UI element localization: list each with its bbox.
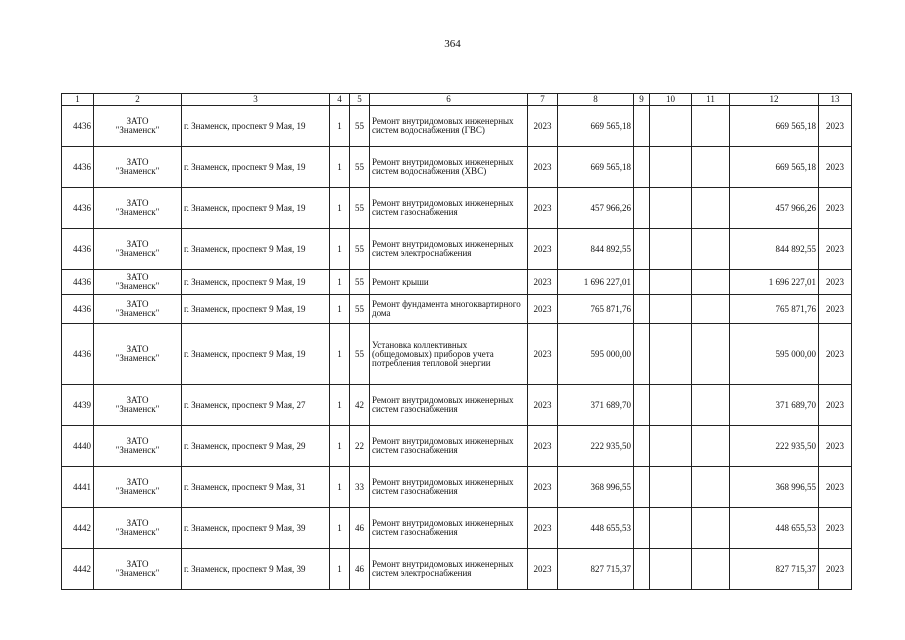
work-type-cell: Установка коллективных (общедомовых) приборов учета потребления тепловой энергии (370, 324, 528, 385)
record-number-cell: 4436 (62, 229, 94, 270)
work-type-cell: Ремонт фундамента многоквартирного дома (370, 295, 528, 324)
municipality-line-1: ЗАТО (126, 198, 149, 208)
municipality-line-2: "Знаменск" (115, 308, 160, 318)
table-row (62, 147, 852, 188)
table-row (62, 324, 852, 385)
col-9-value-cell (634, 324, 650, 385)
cost-total-cell: 844 892,55 (558, 229, 634, 270)
table-row (62, 106, 852, 147)
work-type-cell: Ремонт внутридомовых инженерных систем электроснабжения (370, 229, 528, 270)
municipality-cell (94, 295, 182, 324)
record-number-cell: 4442 (62, 549, 94, 590)
completion-year-cell: 2023 (819, 385, 852, 426)
year-cell: 2023 (528, 229, 558, 270)
column-header: 11 (692, 94, 730, 106)
column-header: 12 (730, 94, 819, 106)
municipality-line-2: "Знаменск" (115, 166, 160, 176)
municipality-line-1: ЗАТО (126, 157, 149, 167)
cost-funded-cell: 844 892,55 (730, 229, 819, 270)
municipality-line-1: ЗАТО (126, 299, 149, 309)
col-10-value-cell (650, 324, 692, 385)
col-9-value-cell (634, 295, 650, 324)
record-number-cell: 4439 (62, 385, 94, 426)
col-10-value-cell (650, 106, 692, 147)
cost-funded-cell: 457 966,26 (730, 188, 819, 229)
registry-table (61, 93, 852, 590)
completion-year-cell: 2023 (819, 270, 852, 295)
col-9-value-cell (634, 385, 650, 426)
address-cell: г. Знаменск, проспект 9 Мая, 19 (182, 324, 330, 385)
cost-funded-cell: 669 565,18 (730, 106, 819, 147)
col-4-value-cell: 1 (330, 295, 350, 324)
municipality-cell (94, 229, 182, 270)
col-4-value-cell: 1 (330, 508, 350, 549)
municipality-line-2: "Знаменск" (115, 125, 160, 135)
table-row (62, 549, 852, 590)
work-type-cell: Ремонт внутридомовых инженерных систем газоснабжения (370, 188, 528, 229)
col-9-value-cell (634, 106, 650, 147)
col-10-value-cell (650, 295, 692, 324)
completion-year-cell: 2023 (819, 188, 852, 229)
cost-funded-cell: 595 000,00 (730, 324, 819, 385)
col-9-value-cell (634, 270, 650, 295)
work-type-cell: Ремонт внутридомовых инженерных систем электроснабжения (370, 549, 528, 590)
municipality-cell (94, 188, 182, 229)
year-cell: 2023 (528, 188, 558, 229)
year-cell: 2023 (528, 385, 558, 426)
col-5-value-cell: 55 (350, 188, 370, 229)
completion-year-cell: 2023 (819, 549, 852, 590)
address-cell: г. Знаменск, проспект 9 Мая, 27 (182, 385, 330, 426)
col-4-value-cell: 1 (330, 426, 350, 467)
year-cell: 2023 (528, 324, 558, 385)
col-4-value-cell: 1 (330, 324, 350, 385)
cost-total-cell: 827 715,37 (558, 549, 634, 590)
col-9-value-cell (634, 508, 650, 549)
col-5-value-cell: 55 (350, 295, 370, 324)
address-cell: г. Знаменск, проспект 9 Мая, 39 (182, 508, 330, 549)
col-10-value-cell (650, 549, 692, 590)
col-9-value-cell (634, 549, 650, 590)
cost-funded-cell: 448 655,53 (730, 508, 819, 549)
work-type-cell: Ремонт внутридомовых инженерных систем водоснабжения (ГВС) (370, 106, 528, 147)
municipality-cell (94, 549, 182, 590)
column-header: 3 (182, 94, 330, 106)
year-cell: 2023 (528, 508, 558, 549)
record-number-cell: 4441 (62, 467, 94, 508)
address-cell: г. Знаменск, проспект 9 Мая, 19 (182, 295, 330, 324)
year-cell: 2023 (528, 147, 558, 188)
municipality-line-2: "Знаменск" (115, 281, 160, 291)
municipality-line-2: "Знаменск" (115, 527, 160, 537)
year-cell: 2023 (528, 270, 558, 295)
col-9-value-cell (634, 426, 650, 467)
record-number-cell: 4436 (62, 188, 94, 229)
column-header: 2 (94, 94, 182, 106)
table-row (62, 508, 852, 549)
col-11-value-cell (692, 426, 730, 467)
cost-funded-cell: 669 565,18 (730, 147, 819, 188)
col-10-value-cell (650, 426, 692, 467)
municipality-line-1: ЗАТО (126, 477, 149, 487)
col-10-value-cell (650, 385, 692, 426)
cost-funded-cell: 371 689,70 (730, 385, 819, 426)
col-11-value-cell (692, 188, 730, 229)
col-11-value-cell (692, 270, 730, 295)
col-11-value-cell (692, 508, 730, 549)
work-type-cell: Ремонт внутридомовых инженерных систем газоснабжения (370, 467, 528, 508)
col-4-value-cell: 1 (330, 270, 350, 295)
municipality-cell (94, 106, 182, 147)
municipality-line-1: ЗАТО (126, 272, 149, 282)
col-4-value-cell: 1 (330, 188, 350, 229)
col-5-value-cell: 55 (350, 324, 370, 385)
col-9-value-cell (634, 467, 650, 508)
col-11-value-cell (692, 147, 730, 188)
cost-funded-cell: 222 935,50 (730, 426, 819, 467)
cost-total-cell: 669 565,18 (558, 106, 634, 147)
column-header: 10 (650, 94, 692, 106)
page-number: 364 (444, 38, 461, 50)
col-4-value-cell: 1 (330, 549, 350, 590)
municipality-cell (94, 508, 182, 549)
address-cell: г. Знаменск, проспект 9 Мая, 39 (182, 549, 330, 590)
address-cell: г. Знаменск, проспект 9 Мая, 19 (182, 188, 330, 229)
completion-year-cell: 2023 (819, 106, 852, 147)
col-4-value-cell: 1 (330, 467, 350, 508)
record-number-cell: 4436 (62, 270, 94, 295)
record-number-cell: 4440 (62, 426, 94, 467)
cost-funded-cell: 765 871,76 (730, 295, 819, 324)
municipality-line-1: ЗАТО (126, 239, 149, 249)
cost-total-cell: 1 696 227,01 (558, 270, 634, 295)
address-cell: г. Знаменск, проспект 9 Мая, 19 (182, 147, 330, 188)
col-9-value-cell (634, 147, 650, 188)
work-type-cell: Ремонт внутридомовых инженерных систем водоснабжения (ХВС) (370, 147, 528, 188)
column-header: 1 (62, 94, 94, 106)
col-4-value-cell: 1 (330, 229, 350, 270)
table-row (62, 188, 852, 229)
record-number-cell: 4436 (62, 147, 94, 188)
column-header: 6 (370, 94, 528, 106)
col-4-value-cell: 1 (330, 147, 350, 188)
completion-year-cell: 2023 (819, 426, 852, 467)
municipality-cell (94, 385, 182, 426)
cost-total-cell: 765 871,76 (558, 295, 634, 324)
column-header: 8 (558, 94, 634, 106)
column-header: 13 (819, 94, 852, 106)
municipality-line-2: "Знаменск" (115, 445, 160, 455)
work-type-cell: Ремонт внутридомовых инженерных систем газоснабжения (370, 426, 528, 467)
col-9-value-cell (634, 188, 650, 229)
col-11-value-cell (692, 106, 730, 147)
municipality-cell (94, 324, 182, 385)
municipality-cell (94, 270, 182, 295)
municipality-line-2: "Знаменск" (115, 353, 160, 363)
col-5-value-cell: 55 (350, 147, 370, 188)
address-cell: г. Знаменск, проспект 9 Мая, 19 (182, 229, 330, 270)
col-5-value-cell: 42 (350, 385, 370, 426)
year-cell: 2023 (528, 467, 558, 508)
record-number-cell: 4442 (62, 508, 94, 549)
col-11-value-cell (692, 549, 730, 590)
cost-total-cell: 457 966,26 (558, 188, 634, 229)
address-cell: г. Знаменск, проспект 9 Мая, 31 (182, 467, 330, 508)
municipality-line-1: ЗАТО (126, 559, 149, 569)
completion-year-cell: 2023 (819, 467, 852, 508)
col-11-value-cell (692, 229, 730, 270)
year-cell: 2023 (528, 426, 558, 467)
table-row (62, 426, 852, 467)
record-number-cell: 4436 (62, 324, 94, 385)
col-4-value-cell: 1 (330, 385, 350, 426)
col-5-value-cell: 22 (350, 426, 370, 467)
year-cell: 2023 (528, 106, 558, 147)
municipality-cell (94, 147, 182, 188)
cost-total-cell: 669 565,18 (558, 147, 634, 188)
table-row (62, 295, 852, 324)
record-number-cell: 4436 (62, 106, 94, 147)
col-11-value-cell (692, 467, 730, 508)
year-cell: 2023 (528, 295, 558, 324)
cost-funded-cell: 1 696 227,01 (730, 270, 819, 295)
cost-funded-cell: 368 996,55 (730, 467, 819, 508)
col-10-value-cell (650, 229, 692, 270)
table-body (62, 106, 852, 590)
col-10-value-cell (650, 508, 692, 549)
col-5-value-cell: 55 (350, 229, 370, 270)
col-10-value-cell (650, 147, 692, 188)
column-header: 4 (330, 94, 350, 106)
col-11-value-cell (692, 324, 730, 385)
col-5-value-cell: 55 (350, 106, 370, 147)
municipality-line-2: "Знаменск" (115, 248, 160, 258)
municipality-line-2: "Знаменск" (115, 568, 160, 578)
completion-year-cell: 2023 (819, 295, 852, 324)
municipality-line-2: "Знаменск" (115, 486, 160, 496)
cost-total-cell: 368 996,55 (558, 467, 634, 508)
col-5-value-cell: 33 (350, 467, 370, 508)
municipality-line-1: ЗАТО (126, 518, 149, 528)
completion-year-cell: 2023 (819, 508, 852, 549)
municipality-line-1: ЗАТО (126, 116, 149, 126)
address-cell: г. Знаменск, проспект 9 Мая, 29 (182, 426, 330, 467)
municipality-cell (94, 467, 182, 508)
municipality-line-1: ЗАТО (126, 395, 149, 405)
address-cell: г. Знаменск, проспект 9 Мая, 19 (182, 270, 330, 295)
col-10-value-cell (650, 188, 692, 229)
cost-total-cell: 448 655,53 (558, 508, 634, 549)
col-10-value-cell (650, 270, 692, 295)
col-9-value-cell (634, 229, 650, 270)
work-type-cell: Ремонт внутридомовых инженерных систем газоснабжения (370, 508, 528, 549)
completion-year-cell: 2023 (819, 229, 852, 270)
record-number-cell: 4436 (62, 295, 94, 324)
col-5-value-cell: 46 (350, 549, 370, 590)
municipality-line-2: "Знаменск" (115, 404, 160, 414)
col-10-value-cell (650, 467, 692, 508)
col-5-value-cell: 55 (350, 270, 370, 295)
column-header: 7 (528, 94, 558, 106)
col-4-value-cell: 1 (330, 106, 350, 147)
col-11-value-cell (692, 385, 730, 426)
municipality-cell (94, 426, 182, 467)
completion-year-cell: 2023 (819, 324, 852, 385)
cost-total-cell: 371 689,70 (558, 385, 634, 426)
header-row (62, 94, 852, 106)
table-row (62, 385, 852, 426)
table-row (62, 270, 852, 295)
municipality-line-1: ЗАТО (126, 436, 149, 446)
col-5-value-cell: 46 (350, 508, 370, 549)
work-type-cell: Ремонт внутридомовых инженерных систем газоснабжения (370, 385, 528, 426)
table-row (62, 467, 852, 508)
col-11-value-cell (692, 295, 730, 324)
municipality-line-2: "Знаменск" (115, 207, 160, 217)
completion-year-cell: 2023 (819, 147, 852, 188)
cost-total-cell: 222 935,50 (558, 426, 634, 467)
column-header: 9 (634, 94, 650, 106)
cost-funded-cell: 827 715,37 (730, 549, 819, 590)
cost-total-cell: 595 000,00 (558, 324, 634, 385)
column-header: 5 (350, 94, 370, 106)
table-row (62, 229, 852, 270)
year-cell: 2023 (528, 549, 558, 590)
work-type-cell: Ремонт крыши (370, 270, 528, 295)
municipality-line-1: ЗАТО (126, 344, 149, 354)
address-cell: г. Знаменск, проспект 9 Мая, 19 (182, 106, 330, 147)
